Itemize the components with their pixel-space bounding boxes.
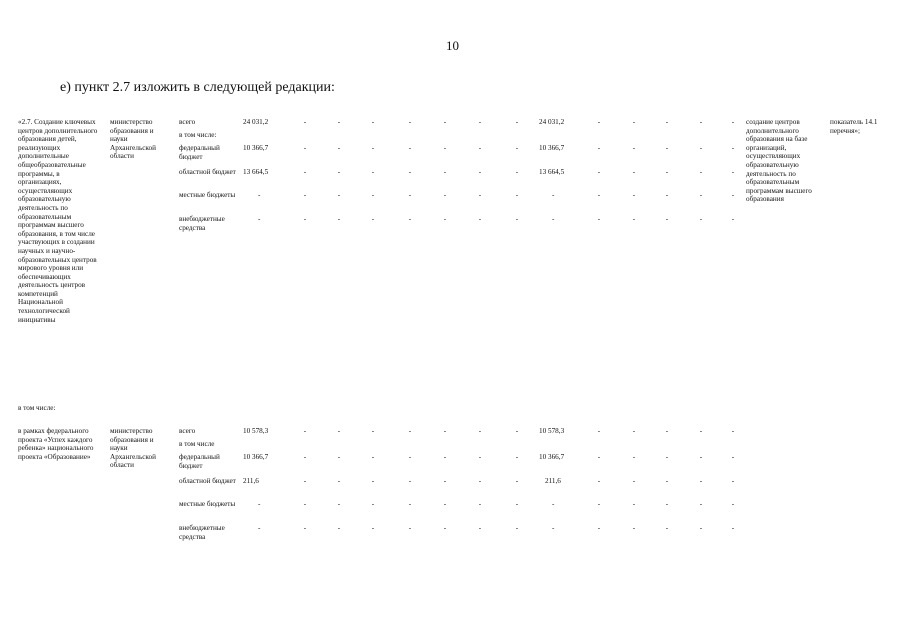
empty-year-cell: - xyxy=(443,500,447,508)
funding-source-label: федеральный бюджет xyxy=(179,453,220,470)
empty-year-cell: - xyxy=(337,524,341,532)
empty-year-cell: - xyxy=(408,144,412,152)
funding-source-label: местные бюджеты xyxy=(179,500,236,508)
measure-name-2-7: «2.7. Создание ключевых центров дополнительного образования детей, реализующих дополнительные общеобразовательные программы, в организациях, осуществляющих образовательную деятельность по образовательным программам высшего образования, в том числе участвующих в создании научных и научно-образовательных центров мирового уровня или обеспечивающих деятельность центров компетенций Национальной технологической инициативы xyxy=(18,118,98,324)
empty-year-cell: - xyxy=(337,427,341,435)
empty-year-cell: - xyxy=(665,524,669,532)
empty-year-cell: - xyxy=(408,477,412,485)
empty-year-cell: - xyxy=(443,477,447,485)
measure-name-federal-project: в рамках федерального проекта «Успех каждого ребенка» национального проекта «Образование» xyxy=(18,427,94,461)
empty-year-cell: - xyxy=(478,453,482,461)
result-2-7: создание центров дополнительного образования на базе организаций, осуществляющих образовательную деятельность по образовательным программам высшего образования xyxy=(746,118,812,204)
empty-year-cell: - xyxy=(632,453,636,461)
empty-year-cell: - xyxy=(303,477,307,485)
empty-year-cell: - xyxy=(731,215,735,223)
empty-year-cell: - xyxy=(337,477,341,485)
funding-source-label: в том числе: xyxy=(179,131,217,139)
empty-year-cell: - xyxy=(337,500,341,508)
empty-year-cell: - xyxy=(515,168,519,176)
empty-year-cell: - xyxy=(408,500,412,508)
amount-total: 24 031,2 xyxy=(243,118,269,126)
empty-year-cell: - xyxy=(731,168,735,176)
empty-year-cell: - xyxy=(303,500,307,508)
empty-year-cell: - xyxy=(443,524,447,532)
empty-year-cell: - xyxy=(303,524,307,532)
empty-year-cell: - xyxy=(337,144,341,152)
empty-year-cell: - xyxy=(337,118,341,126)
empty-year-cell: - xyxy=(699,500,703,508)
empty-year-cell: - xyxy=(597,144,601,152)
empty-year-cell: - xyxy=(597,524,601,532)
funding-source-label: федеральный бюджет xyxy=(179,144,220,161)
empty-year-cell: - xyxy=(371,168,375,176)
amount-total: - xyxy=(258,215,261,223)
empty-year-cell: - xyxy=(478,144,482,152)
empty-year-cell: - xyxy=(632,427,636,435)
empty-year-cell: - xyxy=(515,500,519,508)
funding-source-label: областной бюджет xyxy=(179,168,236,176)
empty-year-cell: - xyxy=(632,215,636,223)
empty-year-cell: - xyxy=(665,144,669,152)
funding-source-label: всего xyxy=(179,427,196,435)
empty-year-cell: - xyxy=(731,144,735,152)
empty-year-cell: - xyxy=(515,191,519,199)
empty-year-cell: - xyxy=(515,477,519,485)
empty-year-cell: - xyxy=(731,477,735,485)
empty-year-cell: - xyxy=(699,191,703,199)
empty-year-cell: - xyxy=(665,500,669,508)
empty-year-cell: - xyxy=(731,500,735,508)
empty-year-cell: - xyxy=(699,118,703,126)
empty-year-cell: - xyxy=(632,477,636,485)
amount-year: - xyxy=(552,500,555,508)
empty-year-cell: - xyxy=(371,453,375,461)
empty-year-cell: - xyxy=(665,477,669,485)
empty-year-cell: - xyxy=(632,118,636,126)
empty-year-cell: - xyxy=(597,477,601,485)
amount-total: 10 366,7 xyxy=(243,453,269,461)
empty-year-cell: - xyxy=(478,118,482,126)
funding-source-label: местные бюджеты xyxy=(179,191,236,199)
empty-year-cell: - xyxy=(303,168,307,176)
empty-year-cell: - xyxy=(665,118,669,126)
empty-year-cell: - xyxy=(371,191,375,199)
empty-year-cell: - xyxy=(443,118,447,126)
empty-year-cell: - xyxy=(632,144,636,152)
amount-year: 10 366,7 xyxy=(539,144,565,152)
empty-year-cell: - xyxy=(597,168,601,176)
amount-year: 10 366,7 xyxy=(539,453,565,461)
empty-year-cell: - xyxy=(478,168,482,176)
empty-year-cell: - xyxy=(699,524,703,532)
empty-year-cell: - xyxy=(478,524,482,532)
empty-year-cell: - xyxy=(597,427,601,435)
empty-year-cell: - xyxy=(478,215,482,223)
funding-source-label: внебюджетные средства xyxy=(179,524,225,541)
empty-year-cell: - xyxy=(665,453,669,461)
empty-year-cell: - xyxy=(699,477,703,485)
amendment-heading: е) пункт 2.7 изложить в следующей редакции: xyxy=(60,80,335,95)
empty-year-cell: - xyxy=(632,191,636,199)
empty-year-cell: - xyxy=(699,453,703,461)
empty-year-cell: - xyxy=(443,427,447,435)
empty-year-cell: - xyxy=(371,524,375,532)
empty-year-cell: - xyxy=(408,168,412,176)
empty-year-cell: - xyxy=(515,118,519,126)
amount-year: - xyxy=(552,524,555,532)
empty-year-cell: - xyxy=(632,168,636,176)
empty-year-cell: - xyxy=(731,191,735,199)
empty-year-cell: - xyxy=(515,453,519,461)
empty-year-cell: - xyxy=(699,427,703,435)
empty-year-cell: - xyxy=(515,427,519,435)
empty-year-cell: - xyxy=(408,427,412,435)
amount-total: - xyxy=(258,191,261,199)
amount-year: - xyxy=(552,215,555,223)
amount-year: 24 031,2 xyxy=(539,118,565,126)
empty-year-cell: - xyxy=(665,215,669,223)
amount-year: - xyxy=(552,191,555,199)
funding-source-label: внебюджетные средства xyxy=(179,215,225,232)
empty-year-cell: - xyxy=(478,500,482,508)
empty-year-cell: - xyxy=(515,524,519,532)
amount-total: 13 664,5 xyxy=(243,168,269,176)
empty-year-cell: - xyxy=(303,144,307,152)
empty-year-cell: - xyxy=(303,118,307,126)
empty-year-cell: - xyxy=(597,118,601,126)
empty-year-cell: - xyxy=(597,500,601,508)
amount-total: 10 578,3 xyxy=(243,427,269,435)
empty-year-cell: - xyxy=(443,191,447,199)
empty-year-cell: - xyxy=(303,427,307,435)
indicator-2-7: показатель 14.1 перечня»; xyxy=(830,118,878,135)
empty-year-cell: - xyxy=(731,427,735,435)
empty-year-cell: - xyxy=(699,144,703,152)
empty-year-cell: - xyxy=(408,453,412,461)
empty-year-cell: - xyxy=(665,168,669,176)
empty-year-cell: - xyxy=(478,191,482,199)
empty-year-cell: - xyxy=(371,118,375,126)
empty-year-cell: - xyxy=(371,427,375,435)
empty-year-cell: - xyxy=(371,215,375,223)
executor-2-7: министерство образования и науки Архангельской области xyxy=(110,118,156,161)
empty-year-cell: - xyxy=(731,118,735,126)
empty-year-cell: - xyxy=(699,168,703,176)
amount-year: 13 664,5 xyxy=(539,168,565,176)
empty-year-cell: - xyxy=(597,191,601,199)
empty-year-cell: - xyxy=(337,168,341,176)
empty-year-cell: - xyxy=(303,191,307,199)
empty-year-cell: - xyxy=(371,144,375,152)
empty-year-cell: - xyxy=(371,500,375,508)
amount-total: - xyxy=(258,524,261,532)
empty-year-cell: - xyxy=(515,215,519,223)
empty-year-cell: - xyxy=(515,144,519,152)
empty-year-cell: - xyxy=(632,500,636,508)
empty-year-cell: - xyxy=(699,215,703,223)
empty-year-cell: - xyxy=(597,453,601,461)
page-number: 10 xyxy=(446,38,459,53)
empty-year-cell: - xyxy=(408,191,412,199)
empty-year-cell: - xyxy=(408,118,412,126)
amount-total: 211,6 xyxy=(243,477,259,485)
empty-year-cell: - xyxy=(665,427,669,435)
empty-year-cell: - xyxy=(408,215,412,223)
empty-year-cell: - xyxy=(303,215,307,223)
empty-year-cell: - xyxy=(408,524,412,532)
empty-year-cell: - xyxy=(443,168,447,176)
empty-year-cell: - xyxy=(443,144,447,152)
in-that-number-label: в том числе: xyxy=(18,404,56,412)
empty-year-cell: - xyxy=(371,477,375,485)
funding-source-label: областной бюджет xyxy=(179,477,236,485)
empty-year-cell: - xyxy=(443,453,447,461)
empty-year-cell: - xyxy=(478,477,482,485)
amount-year: 211,6 xyxy=(545,477,561,485)
amount-total: 10 366,7 xyxy=(243,144,269,152)
empty-year-cell: - xyxy=(443,215,447,223)
empty-year-cell: - xyxy=(597,215,601,223)
empty-year-cell: - xyxy=(731,453,735,461)
funding-source-label: в том числе xyxy=(179,440,215,448)
empty-year-cell: - xyxy=(665,191,669,199)
executor-federal-project: министерство образования и науки Архангельской области xyxy=(110,427,156,470)
empty-year-cell: - xyxy=(632,524,636,532)
amount-total: - xyxy=(258,500,261,508)
empty-year-cell: - xyxy=(303,453,307,461)
empty-year-cell: - xyxy=(731,524,735,532)
amount-year: 10 578,3 xyxy=(539,427,565,435)
empty-year-cell: - xyxy=(478,427,482,435)
empty-year-cell: - xyxy=(337,453,341,461)
empty-year-cell: - xyxy=(337,191,341,199)
empty-year-cell: - xyxy=(337,215,341,223)
funding-source-label: всего xyxy=(179,118,196,126)
